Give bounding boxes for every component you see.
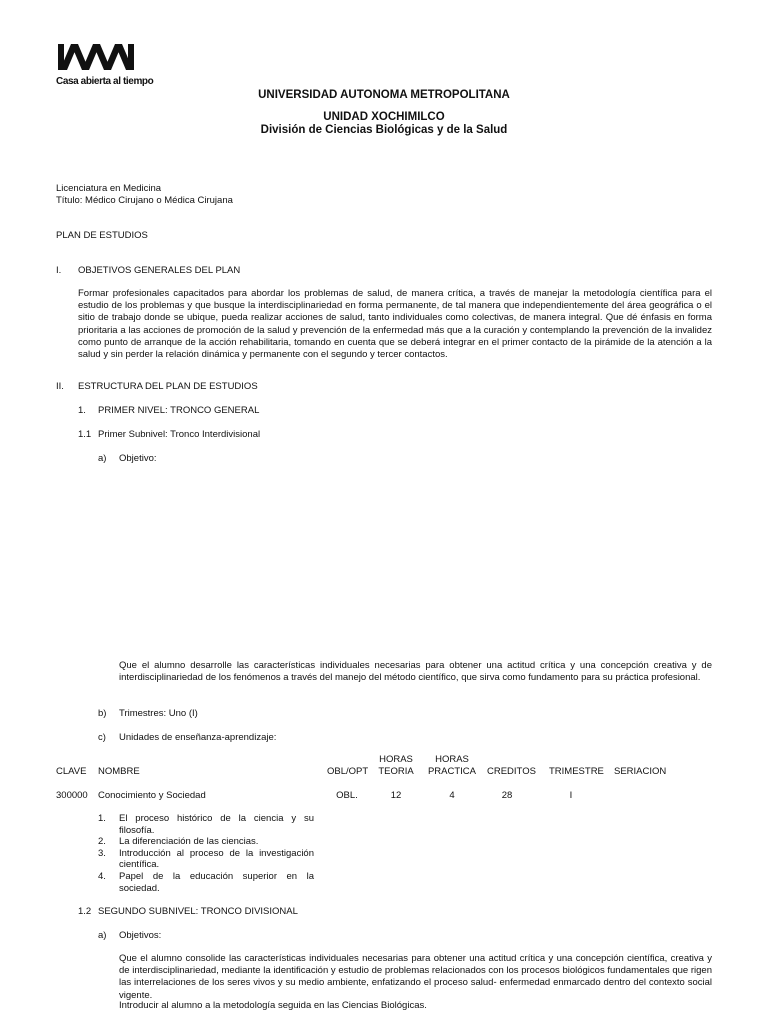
level-1-title: PRIMER NIVEL: TRONCO GENERAL: [98, 405, 260, 416]
col-header-teoria: TEORIA: [378, 766, 414, 777]
topics-list: [98, 813, 314, 894]
list-item-number: 3.: [98, 847, 106, 859]
list-item: [98, 871, 314, 894]
list-item-text: Papel de la educación superior en la sociedad.: [119, 870, 314, 894]
sublevel-1-1-number: 1.1: [78, 429, 92, 440]
list-item: [98, 848, 314, 871]
row-clave: 300000: [56, 790, 88, 801]
section-2-number: II.: [56, 381, 64, 392]
university-name: UNIVERSIDAD AUTONOMA METROPOLITANA: [258, 89, 510, 101]
list-item-number: 2.: [98, 836, 106, 848]
sublevel-1-2-number: 1.2: [78, 906, 92, 917]
sub12-item-a-letter: a): [98, 930, 107, 941]
row-teoria: 12: [390, 790, 402, 801]
list-item: [98, 813, 314, 836]
degree-name: Licenciatura en Medicina: [56, 183, 162, 194]
section-1-title: OBJETIVOS GENERALES DEL PLAN: [78, 265, 241, 276]
sublevel-1-1-title: Primer Subnivel: Tronco Interdivisional: [98, 429, 261, 440]
sub12-item-a-label: Objetivos:: [119, 930, 162, 941]
sublevel-1-2-objective-2: Introducir al alumno a la metodología seguida en las Ciencias Biológicas.: [119, 1000, 427, 1011]
col-header-nombre: NOMBRE: [98, 766, 140, 777]
col-header-clave: CLAVE: [56, 766, 87, 777]
item-c-label: Unidades de enseñanza-aprendizaje:: [119, 732, 277, 743]
item-c-letter: c): [98, 732, 106, 743]
item-a-letter: a): [98, 453, 107, 464]
sublevel-1-2-title: SEGUNDO SUBNIVEL: TRONCO DIVISIONAL: [98, 906, 298, 917]
col-header-oblopt: OBL/OPT: [327, 766, 369, 777]
list-item-number: 4.: [98, 870, 106, 882]
logo-tagline: Casa abierta al tiempo: [56, 76, 154, 87]
row-nombre: Conocimiento y Sociedad: [98, 790, 206, 801]
list-item-text: El proceso histórico de la ciencia y su filosofía.: [119, 813, 314, 836]
col-header-seriacion: SERIACION: [614, 766, 667, 777]
col-header-practica: PRACTICA: [427, 766, 477, 777]
row-trimestre: I: [569, 790, 573, 801]
col-header-horas-practica-top: HORAS: [435, 754, 469, 765]
unit-name: UNIDAD XOCHIMILCO: [323, 111, 445, 123]
row-practica: 4: [449, 790, 455, 801]
sublevel-1-2-objective: Que el alumno consolide las características individuales necesarias para obtener una actitud crítica y una concepción científica, creativa y de interdisciplinariedad, mediante la identificación y estudio de problemas relacionados con los procesos biológicos fundamentales que rigen las interrelaciones de los seres vivos y su medio ambiente, enfatizando el proceso salud- enfermedad enmarcado dentro del contexto social vigente.: [119, 953, 712, 1001]
uam-logo-icon: [56, 40, 146, 74]
col-header-horas-teoria-top: HORAS: [379, 754, 413, 765]
col-header-trimestre: TRIMESTRE: [549, 766, 604, 777]
row-creditos: 28: [501, 790, 513, 801]
division-name: División de Ciencias Biológicas y de la Salud: [260, 124, 508, 136]
col-header-creditos: CREDITOS: [487, 766, 536, 777]
row-oblopt: OBL.: [336, 790, 358, 801]
list-item-text: Introducción al proceso de la investigación científica.: [119, 847, 314, 871]
list-item: [98, 836, 314, 848]
level-1-number: 1.: [78, 405, 86, 416]
degree-title: Título: Médico Cirujano o Médica Cirujana: [56, 195, 233, 206]
item-b-letter: b): [98, 708, 107, 719]
item-b-label: Trimestres: Uno (I): [119, 708, 198, 719]
section-1-number: I.: [56, 265, 62, 276]
item-a-label: Objetivo:: [119, 453, 157, 464]
logo: [56, 40, 154, 88]
plan-label: PLAN DE ESTUDIOS: [56, 230, 148, 241]
section-1-body: Formar profesionales capacitados para abordar los problemas de salud, de manera crítica, a través de manejar la metodología científica para el estudio de los problemas y que busque la interdisciplinariedad en forma permanente, de tal manera que independientemente del área geográfica o el sitio de trabajo donde se ubique, pueda realizar acciones de salud, tanto individuales como colectivas, de manera integral. Que dé énfasis en forma prioritaria a las acciones de promoción de la salud y prevención de la enfermedad más que a la curación y contemplando la prevención de la invalidez como punto de arranque de la acción rehabilitaria, tomando en cuenta que se deberá integrar en el primer contacto de la pirámide de la atención a la salud y sin perder la relación dinámica y permanente con el segundo y tercer contactos.: [78, 288, 712, 361]
list-item-text: La diferenciación de las ciencias.: [119, 836, 259, 848]
list-item-number: 1.: [98, 813, 106, 824]
section-2-title: ESTRUCTURA DEL PLAN DE ESTUDIOS: [78, 381, 258, 392]
sublevel-1-1-objective: Que el alumno desarrolle las características individuales necesarias para obtener una actitud crítica y una concepción creativa y de interdisciplinariedad de los fenómenos a través del manejo del método científico, que sirva como fundamento para su práctica profesional.: [119, 660, 712, 684]
